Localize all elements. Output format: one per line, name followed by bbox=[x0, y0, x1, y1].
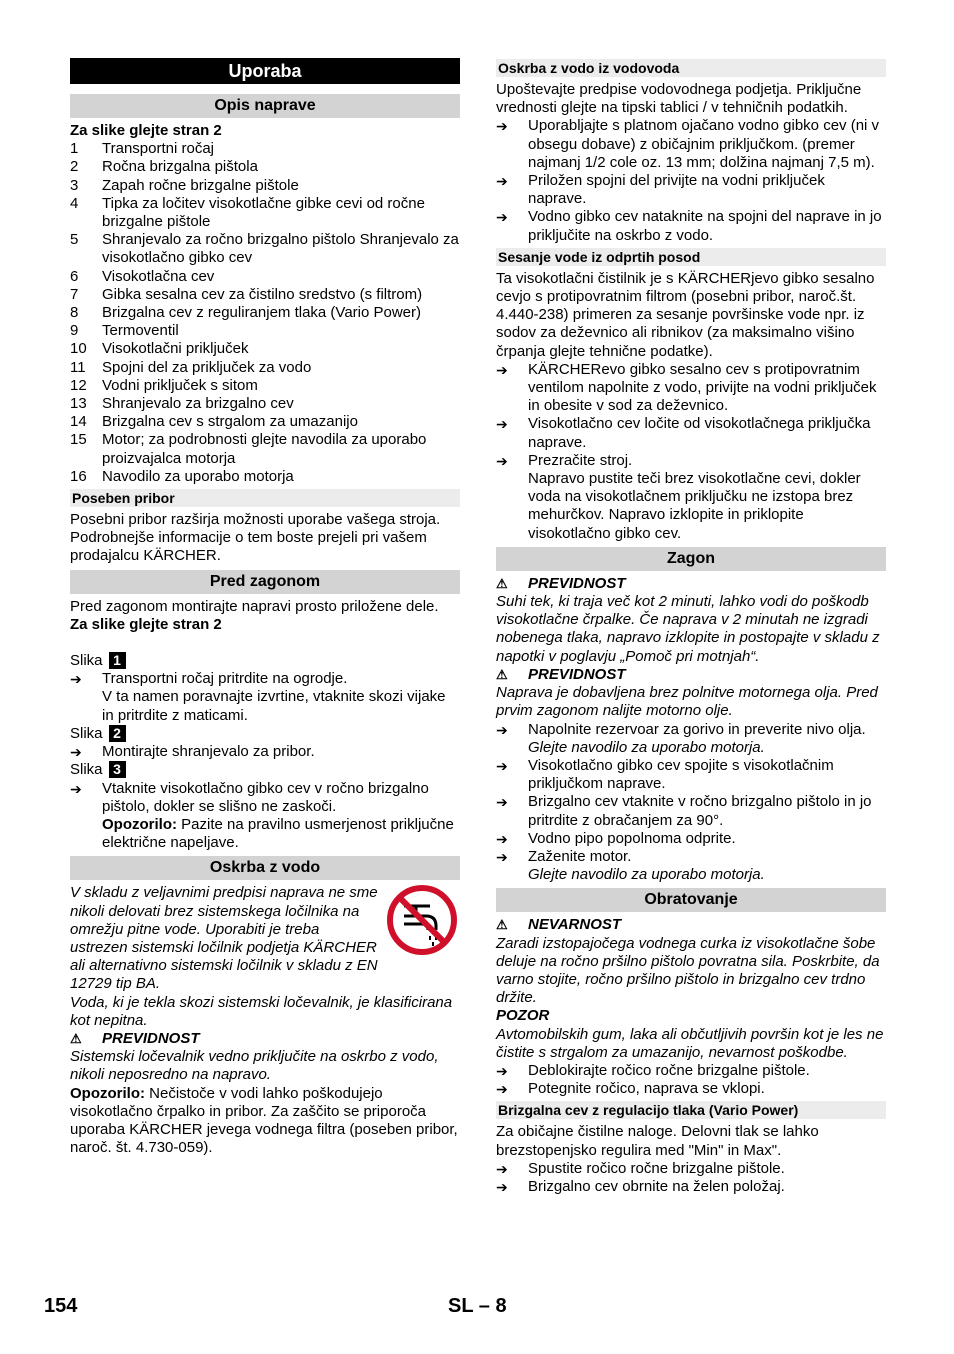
list-item: 15 Motor; za podrobnosti glejte navodila za uporabo proizvajalca motorja bbox=[70, 431, 427, 467]
arrow-right-icon: ➔ bbox=[496, 830, 508, 847]
step: ➔ Vodno gibko cev nataknite na spojni del naprave in jo priključite na oskrbo z vodo. bbox=[496, 208, 882, 244]
arrow-right-icon: ➔ bbox=[496, 794, 508, 811]
no-drinking-water-icon bbox=[386, 884, 458, 956]
language-page-code: SL – 8 bbox=[448, 1295, 507, 1317]
step: ➔ Montirajte shranjevalo za pribor. bbox=[70, 743, 315, 761]
warning-triangle-icon: ⚠ bbox=[496, 575, 508, 591]
step: ➔ Brizgalno cev vtaknite v ročno brizgalno pištolo in jo pritrdite z obračanjem za 90°. bbox=[496, 793, 872, 829]
danger-heading: ⚠ NEVARNOST bbox=[496, 916, 622, 934]
list-item: 2 Ročna brizgalna pištola bbox=[70, 158, 258, 176]
step: ➔ Vodno pipo popolnoma odprite. bbox=[496, 829, 736, 847]
arrow-right-icon: ➔ bbox=[496, 173, 508, 190]
arrow-right-icon: ➔ bbox=[496, 757, 508, 774]
step: ➔ Brizgalno cev obrnite na želen položaj. bbox=[496, 1177, 785, 1195]
warning-triangle-icon: ⚠ bbox=[70, 1030, 82, 1046]
step: ➔ Priložen spojni del privijte na vodni priključek naprave. bbox=[496, 172, 825, 208]
warning-triangle-icon: ⚠ bbox=[496, 917, 508, 933]
heading-oskrba-z-vodo: Oskrba z vodo bbox=[70, 856, 460, 880]
paragraph: V skladu z veljavnimi predpisi naprava ne sme nikoli delovati brez sistemskega ločilnika na omrežju pitne vode. Uporabiti je treba ustrezen sistemski ločilnik podjetja KÄRCHER ali alternativno sistemski ločilnik v skladu z EN 12729 tip BA. bbox=[70, 884, 378, 993]
step: ➔ Zaženite motor. bbox=[496, 847, 632, 865]
step: ➔ Potegnite ročico, naprava se vklopi. bbox=[496, 1080, 765, 1098]
arrow-right-icon: ➔ bbox=[496, 118, 508, 135]
figure-number-badge: 3 bbox=[109, 761, 126, 778]
attention-text: Avtomobilskih gum, laka ali občutljivih površin kot je les ne čistite s strgalom za umazanijo, nevarnost poškodbe. bbox=[496, 1025, 884, 1061]
figure-reference: Za slike glejte stran 2 bbox=[70, 122, 222, 139]
step: ➔ Visokotlačno gibko cev spojite s visokotlačnim priključkom naprave. bbox=[496, 756, 834, 793]
arrow-right-icon: ➔ bbox=[70, 780, 82, 797]
list-item: 1 Transportni ročaj bbox=[70, 140, 214, 158]
arrow-right-icon: ➔ bbox=[496, 1178, 508, 1195]
right-column bbox=[496, 59, 886, 1196]
step-note: Opozorilo: Pazite na pravilno usmerjenost priključne električne napeljave. bbox=[102, 815, 454, 852]
paragraph: Opozorilo: Nečistoče v vodi lahko poškodujejo visokotlačno črpalko in pribor. Za zaščito se priporoča uporaba KÄRCHER jevega vodnega filtra (poseben pribor, naroč. št. 4.730-059). bbox=[70, 1084, 458, 1157]
step-detail: Glejte navodilo za uporabo motorja. bbox=[528, 738, 765, 756]
attention-heading: POZOR bbox=[496, 1007, 550, 1025]
list-item: 3 Zapah ročne brizgalne pištole bbox=[70, 176, 299, 194]
danger-text: Zaradi izstopajočega vodnega curka iz visokotlačne šobe deluje na ročno pršilno pištolo povratna sila. Poskrbite, da varno stojite, ročno pršilno pištolo in brizgalno cev trdno držite. bbox=[496, 934, 880, 1007]
step: ➔ Uporabljajte s platnom ojačano vodno gibko cev (ni v obsegu dobave) z običajnim priključkom. (premer najmanj 1/2 cole oz. 13 mm; dolžina najmanj 7,5 m). bbox=[496, 117, 880, 171]
arrow-right-icon: ➔ bbox=[496, 361, 508, 378]
step: ➔ Deblokirajte ročico ročne brizgalne pištole. bbox=[496, 1061, 810, 1079]
step: ➔ Transportni ročaj pritrdite na ogrodje. bbox=[70, 670, 348, 688]
figure-reference: Za slike glejte stran 2 bbox=[70, 615, 222, 633]
warning-triangle-icon: ⚠ bbox=[496, 666, 508, 682]
arrow-right-icon: ➔ bbox=[496, 416, 508, 433]
step: ➔ Napolnite rezervoar za gorivo in preverite nivo olja. bbox=[496, 720, 866, 738]
heading-poseben-pribor: Poseben pribor bbox=[70, 489, 460, 507]
paragraph: Pred zagonom montirajte napravi prosto priložene dele. bbox=[70, 597, 439, 615]
step: ➔ Vtaknite visokotlačno gibko cev v ročno brizgalno pištolo, dokler se slišno ne zaskoči. bbox=[70, 779, 429, 815]
arrow-right-icon: ➔ bbox=[496, 1160, 508, 1177]
arrow-right-icon: ➔ bbox=[70, 671, 82, 688]
heading-pred-zagonom: Pred zagonom bbox=[70, 570, 460, 594]
figure-number-badge: 1 bbox=[109, 652, 126, 669]
heading-oskrba-vodovod: Oskrba z vodo iz vodovoda bbox=[496, 59, 886, 77]
caution-heading: ⚠ PREVIDNOST bbox=[70, 1029, 200, 1047]
caution-text: Naprava je dobavljena brez polnitve motornega olja. Pred prvim zagonom nalijte motorno olje. bbox=[496, 684, 878, 720]
arrow-right-icon: ➔ bbox=[496, 452, 508, 469]
caution-heading: ⚠ PREVIDNOST bbox=[496, 574, 626, 592]
step: ➔ KÄRCHERevo gibko sesalno cev s protipovratnim ventilom napolnite z vodo, privijte na vodni priključek in obesite v sod za deževnico. bbox=[496, 360, 877, 415]
section-title: Uporaba bbox=[70, 58, 460, 84]
heading-opis-naprave: Opis naprave bbox=[70, 94, 460, 118]
step: ➔ Visokotlačno cev ločite od visokotlačnega priključka naprave. bbox=[496, 415, 871, 451]
list-item: 6 Visokotlačna cev bbox=[70, 267, 215, 285]
step: ➔ Spustite ročico ročne brizgalne pištole. bbox=[496, 1159, 785, 1177]
list-item: 13 Shranjevalo za brizgalno cev bbox=[70, 395, 294, 413]
paragraph: Voda, ki je tekla skozi sistemski ločevalnik, je klasificirana kot nepitna. bbox=[70, 993, 453, 1029]
list-item: 12 Vodni priključek s sitom bbox=[70, 376, 258, 394]
list-item: 4 Tipka za ločitev visokotlačne gibke cevi od ročne brizgalne pištole bbox=[70, 194, 425, 231]
arrow-right-icon: ➔ bbox=[496, 1062, 508, 1079]
list-item: 9 Termoventil bbox=[70, 322, 179, 340]
list-item: 7 Gibka sesalna cev za čistilno sredstvo (s filtrom) bbox=[70, 285, 423, 303]
list-item: 5 Shranjevalo za ročno brizgalno pištolo Shranjevalo za visokotlačno gibko cev bbox=[70, 231, 459, 267]
step-detail: Napravo pustite teči brez visokotlačne cevi, dokler voda na visokotlačnem priključku ne izstopa brez mehurčkov. Napravo izklopite in priklopite visokotlačno gibko cev. bbox=[528, 470, 861, 542]
figure-label: Slika 2 bbox=[70, 725, 460, 743]
step-detail: Glejte navodilo za uporabo motorja. bbox=[528, 866, 765, 884]
list-item: 8 Brizgalna cev z reguliranjem tlaka (Vario Power) bbox=[70, 304, 422, 322]
caution-text: Suhi tek, ki traja več kot 2 minuti, lahko vodi do poškodb visokotlačne črpalke. Če naprava v 2 minutah ne izgradi nobenega tlaka, napravo izklopite in postopajte v skladu z napotki v poglavju „Pomoč pri motnjah“. bbox=[496, 593, 880, 665]
left-column bbox=[70, 58, 460, 1157]
arrow-right-icon: ➔ bbox=[70, 744, 82, 761]
paragraph: Posebni pribor razširja možnosti uporabe vašega stroja. Podrobnejše informacije o tem boste prejeli pri vašem prodajalcu KÄRCHER. bbox=[70, 511, 441, 565]
page-number: 154 bbox=[44, 1295, 78, 1317]
figure-number-badge: 2 bbox=[109, 725, 126, 742]
heading-sesanje-vode: Sesanje vode iz odprtih posod bbox=[496, 248, 886, 266]
parts-list bbox=[70, 140, 460, 486]
step-detail: V ta namen poravnajte izvrtine, vtaknite skozi vijake in pritrdite z maticami. bbox=[102, 688, 446, 724]
list-item: 10 Visokotlačni priključek bbox=[70, 340, 249, 358]
paragraph: Ta visokotlačni čistilnik je s KÄRCHERjevo gibko sesalno cevjo s protipovratnim filtrom (posebni pribor, naroč.št. 4.440-238) primeren za sesanje površinske vode npr. iz sodov za deževnico ali ribnikov (za maksimalno višino črpanja glejte tehnične podatke). bbox=[496, 269, 875, 360]
figure-label: Slika 3 bbox=[70, 761, 460, 779]
arrow-right-icon: ➔ bbox=[496, 209, 508, 226]
paragraph: Za običajne čistilne naloge. Delovni tlak se lahko brezstopenjsko regulira med "Min" in Max". bbox=[496, 1123, 819, 1159]
heading-zagon: Zagon bbox=[496, 547, 886, 571]
figure-label: Slika 1 bbox=[70, 652, 460, 670]
arrow-right-icon: ➔ bbox=[496, 1081, 508, 1098]
step: ➔ Prezračite stroj. bbox=[496, 451, 633, 469]
caution-heading: ⚠ PREVIDNOST bbox=[496, 665, 626, 683]
arrow-right-icon: ➔ bbox=[496, 721, 508, 738]
heading-vario-power: Brizgalna cev z regulacijo tlaka (Vario Power) bbox=[496, 1101, 886, 1119]
heading-obratovanje: Obratovanje bbox=[496, 888, 886, 912]
arrow-right-icon: ➔ bbox=[496, 848, 508, 865]
list-item: 14 Brizgalna cev s strgalom za umazanijo bbox=[70, 413, 358, 431]
list-item: 11 Spojni del za priključek za vodo bbox=[70, 358, 312, 376]
list-item: 16 Navodilo za uporabo motorja bbox=[70, 467, 294, 485]
paragraph: Upoštevajte predpise vodovodnega podjetja. Priključne vrednosti glejte na tipski tablici / v tehničnih podatkih. bbox=[496, 81, 862, 117]
caution-text: Sistemski ločevalnik vedno priključite na oskrbo z vodo, nikoli neposredno na napravo. bbox=[70, 1048, 439, 1084]
